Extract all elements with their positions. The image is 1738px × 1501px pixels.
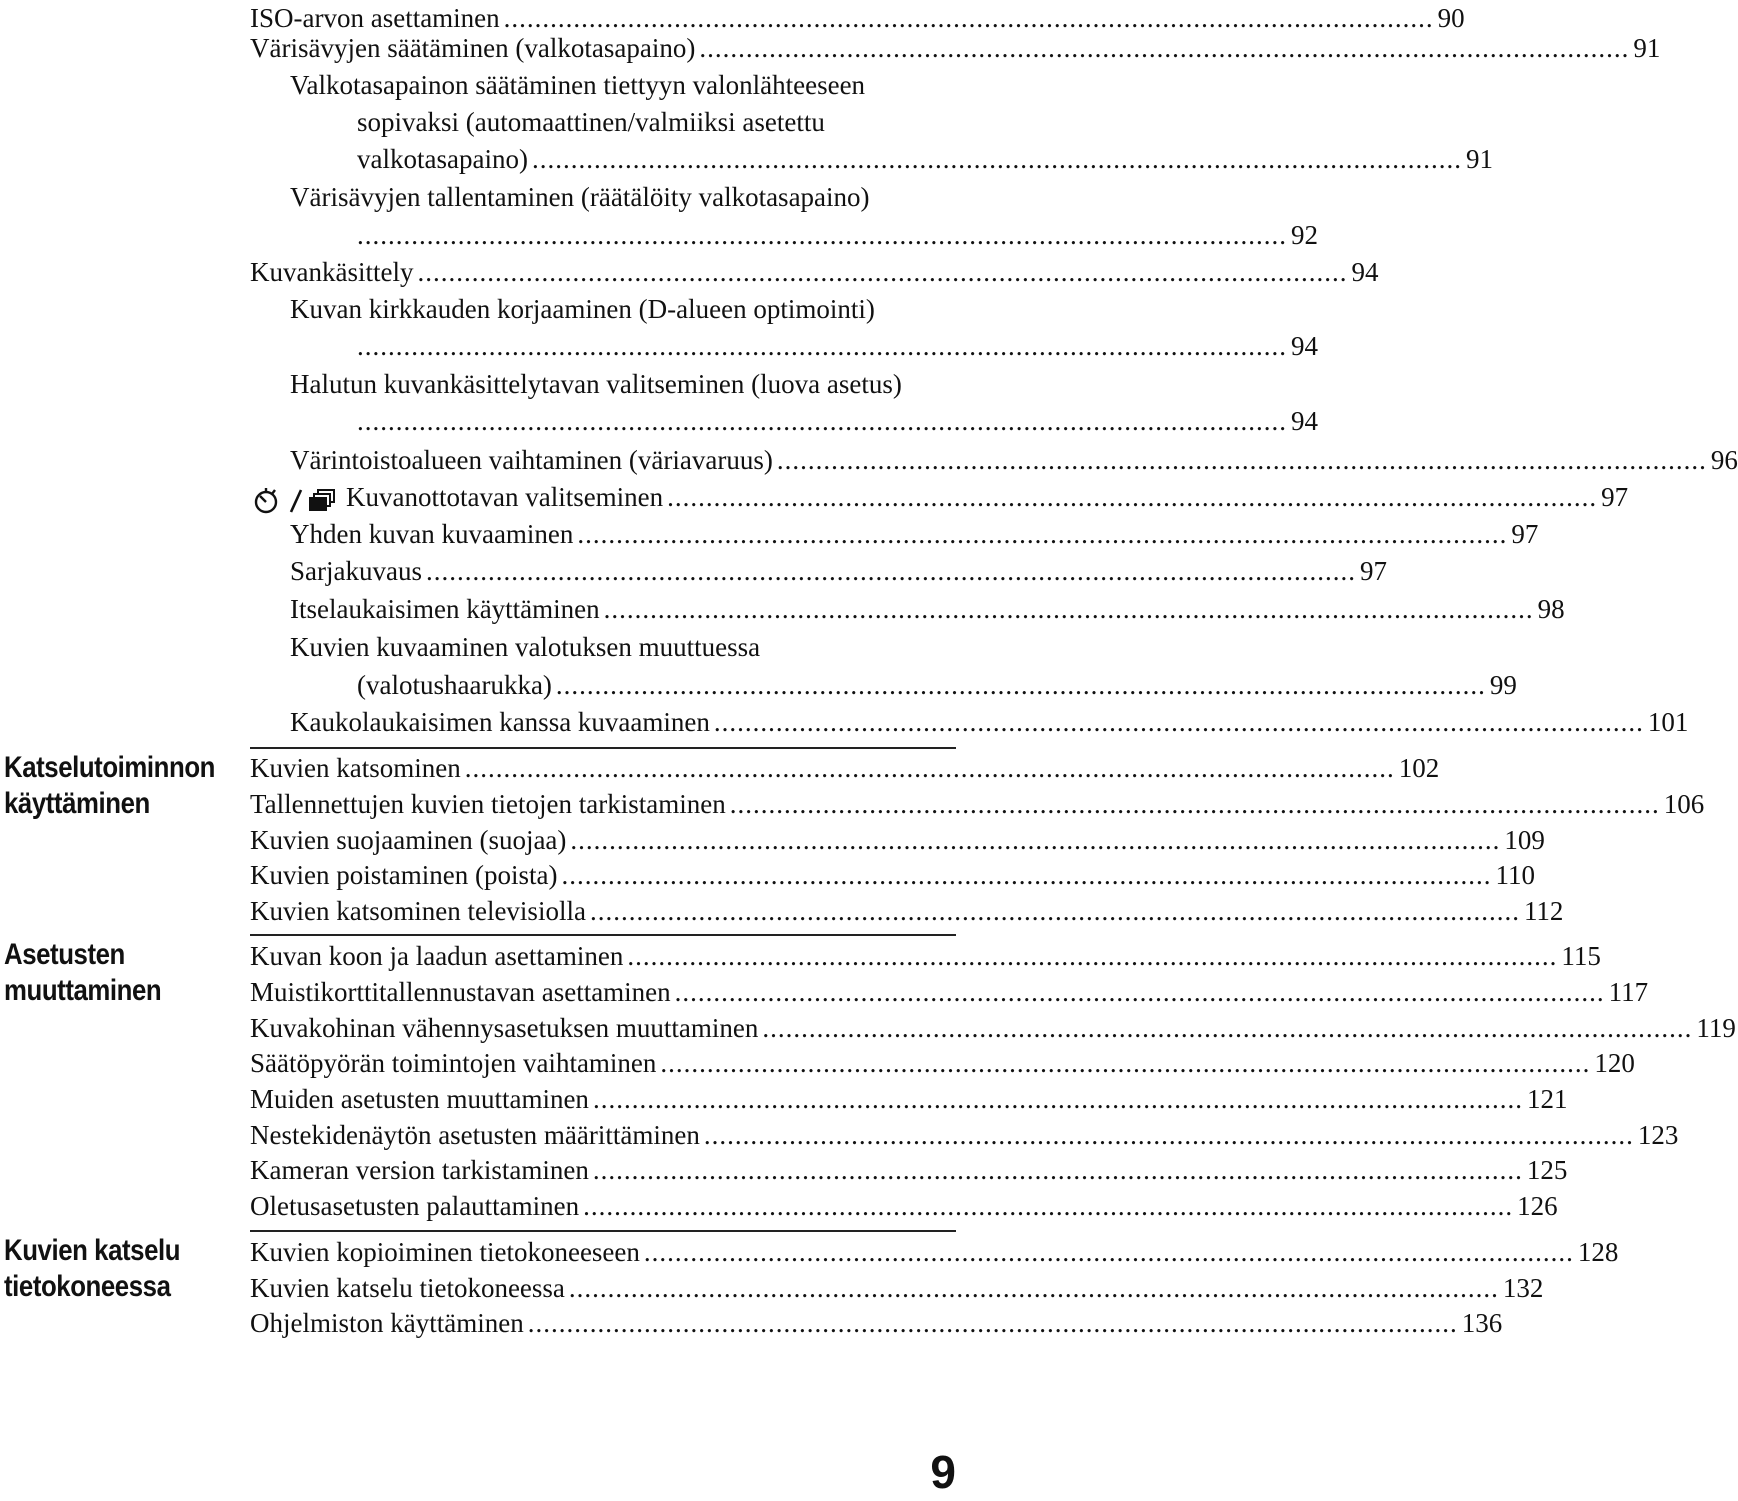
toc-entry[interactable]: Kaukolaukaisimen kanssa kuvaaminen ........................................................................................................................ 101 (290, 707, 1689, 737)
toc-entry[interactable]: Kuvien katselu tietokoneessa ........................................................................................................................ 132 (250, 1273, 1544, 1303)
toc-entry-line: sopivaksi (automaattinen/valmiiksi asetettu (357, 107, 825, 137)
toc-entry: ........................................................................................................................ 92 (357, 220, 1318, 250)
toc-entry[interactable]: Yhden kuvan kuvaaminen ........................................................................................................................ 97 (290, 519, 1539, 549)
toc-entry-line[interactable]: Värisävyjen tallentaminen (räätälöity valkotasapaino) (290, 182, 870, 212)
toc-entry[interactable]: Kuvien kopioiminen tietokoneeseen ........................................................................................................................ 128 (250, 1237, 1619, 1267)
toc-entry[interactable]: Muistikorttitallennustavan asettaminen ........................................................................................................................ 117 (250, 977, 1649, 1007)
continuous-drive-icon (308, 485, 338, 515)
self-timer-icon (250, 485, 284, 515)
toc-entry[interactable]: valkotasapaino) ........................................................................................................................ 91 (357, 144, 1493, 174)
section-title: Katselutoiminnon käyttäminen (4, 751, 215, 820)
slash-icon (288, 485, 304, 515)
toc-entry[interactable]: Muiden asetusten muuttaminen ........................................................................................................................ 121 (250, 1084, 1568, 1114)
toc-entry[interactable]: ISO-arvon asettaminen ........................................................................................................................ 90 (250, 3, 1465, 33)
toc-entry: ........................................................................................................................ 94 (357, 331, 1318, 361)
toc-entry[interactable]: Kuvien katsominen ........................................................................................................................ 102 (250, 753, 1440, 783)
toc-entry[interactable]: Värintoistoalueen vaihtaminen (väriavaruus) ........................................................................................................................ 96 (290, 445, 1738, 475)
toc-entry[interactable]: Kuvankäsittely ........................................................................................................................ 94 (250, 257, 1379, 287)
page-number: 9 (930, 1446, 956, 1498)
drive-mode-icons (250, 485, 338, 515)
toc-entry-line[interactable]: Kuvien kuvaaminen valotuksen muuttuessa (290, 632, 761, 662)
toc-entry[interactable]: Itselaukaisimen käyttäminen ........................................................................................................................ 98 (290, 594, 1565, 624)
toc-entry[interactable]: Värisävyjen säätäminen (valkotasapaino) ........................................................................................................................ 91 (250, 33, 1661, 63)
toc-entry[interactable]: Sarjakuvaus ........................................................................................................................ 97 (290, 556, 1387, 586)
toc-entry[interactable]: Tallennettujen kuvien tietojen tarkistaminen ........................................................................................................................ 106 (250, 789, 1705, 819)
toc-entry-line[interactable]: Valkotasapainon säätäminen tiettyyn valonlähteeseen (290, 70, 866, 100)
toc-entry[interactable]: Nestekidenäytön asetusten määrittäminen ........................................................................................................................ 123 (250, 1120, 1679, 1150)
section-title: Kuvien katselu tietokoneessa (4, 1234, 181, 1303)
section-divider (250, 747, 956, 749)
section-title: Asetusten muuttaminen (4, 938, 162, 1007)
toc-entry[interactable]: Kuvien suojaaminen (suojaa) ........................................................................................................................ 109 (250, 825, 1545, 855)
toc-entry-line[interactable]: Kuvan kirkkauden korjaaminen (D-alueen optimointi) (290, 294, 875, 324)
section-divider (250, 934, 956, 936)
toc-entry[interactable]: (valotushaarukka) ........................................................................................................................ 99 (357, 670, 1517, 700)
toc-entry[interactable]: Oletusasetusten palauttaminen ........................................................................................................................ 126 (250, 1191, 1558, 1221)
toc-entry[interactable]: Kuvien poistaminen (poista) ........................................................................................................................ 110 (250, 860, 1535, 890)
section-divider (250, 1230, 956, 1232)
toc-entry-line[interactable]: Halutun kuvankäsittelytavan valitseminen (luova asetus) (290, 369, 902, 399)
toc-entry[interactable]: Kuvakohinan vähennysasetuksen muuttaminen ........................................................................................................................ 119 (250, 1013, 1736, 1043)
toc-entry[interactable]: Kuvan koon ja laadun asettaminen ........................................................................................................................ 115 (250, 941, 1601, 971)
toc-entry[interactable]: Kuvien katsominen televisiolla ........................................................................................................................ 112 (250, 896, 1564, 926)
toc-entry[interactable]: Ohjelmiston käyttäminen ........................................................................................................................ 136 (250, 1308, 1503, 1338)
toc-entry[interactable]: Kameran version tarkistaminen ........................................................................................................................ 125 (250, 1155, 1568, 1185)
toc-entry[interactable]: Kuvanottotavan valitseminen ........................................................................................................................ 97 (250, 479, 956, 515)
toc-entry[interactable]: Säätöpyörän toimintojen vaihtaminen ........................................................................................................................ 120 (250, 1048, 1635, 1078)
toc-entry: ........................................................................................................................ 94 (357, 406, 1318, 436)
